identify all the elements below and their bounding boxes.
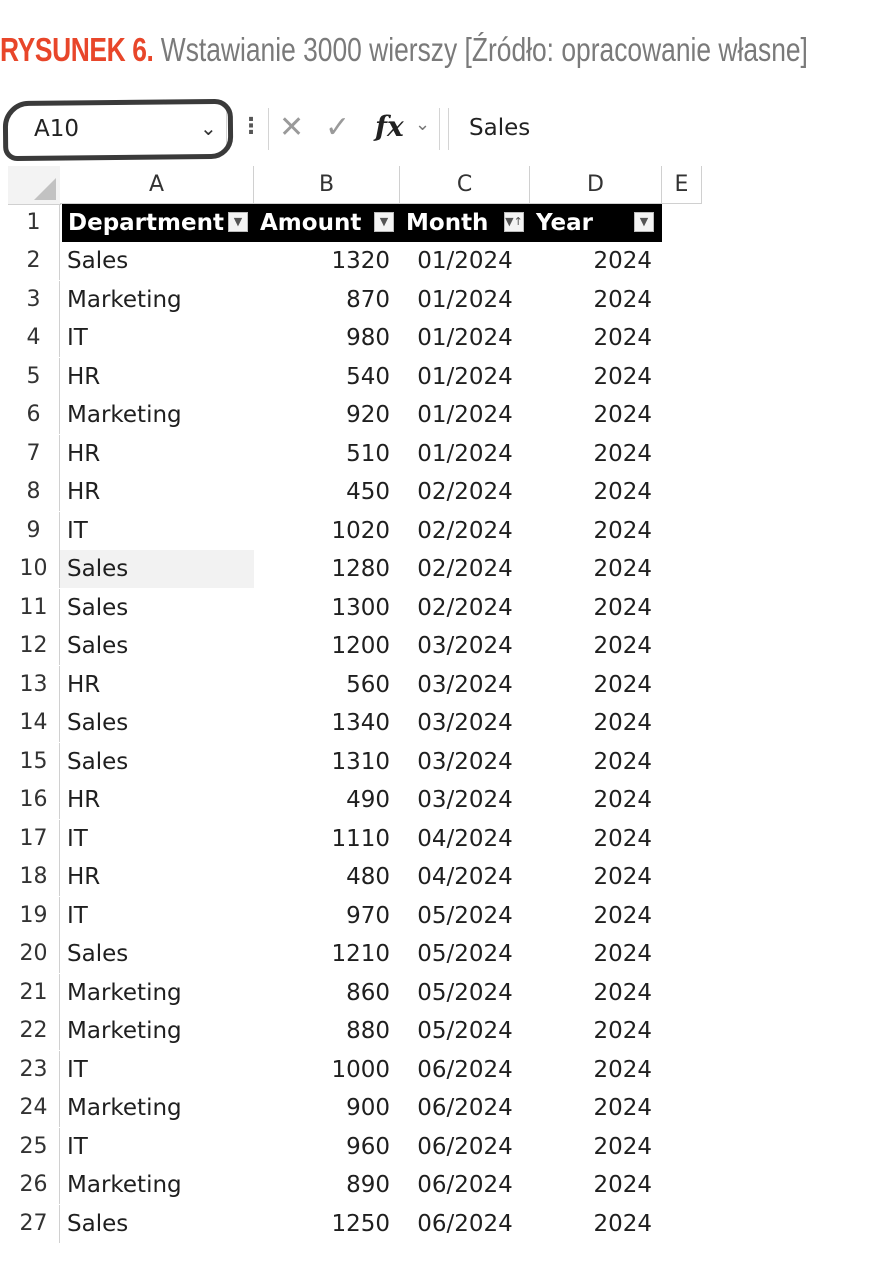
column-header-e[interactable]: E — [662, 166, 702, 204]
more-options-icon[interactable]: ⋮ — [240, 114, 262, 139]
cell-year[interactable]: 2024 — [593, 749, 652, 775]
row-header[interactable]: 25 — [8, 1128, 60, 1166]
cell-amount[interactable]: 1340 — [331, 710, 390, 736]
cell-amount[interactable]: 1020 — [331, 518, 390, 544]
filter-dropdown-icon[interactable]: ▼ — [634, 212, 654, 232]
cell-month[interactable]: 03/2024 — [417, 787, 513, 813]
row-header[interactable]: 18 — [8, 858, 60, 896]
cell-year[interactable]: 2024 — [593, 1057, 652, 1083]
cell-amount[interactable]: 1000 — [331, 1057, 390, 1083]
select-all-icon — [34, 178, 56, 200]
cell-year[interactable]: 2024 — [593, 672, 652, 698]
cell-department[interactable]: Sales — [67, 248, 129, 274]
cell-month[interactable]: 05/2024 — [417, 903, 513, 929]
cell-month[interactable]: 05/2024 — [417, 1018, 513, 1044]
cell-year[interactable]: 2024 — [593, 787, 652, 813]
select-all-button[interactable] — [8, 166, 61, 205]
cell-year[interactable]: 2024 — [593, 518, 652, 544]
cell-amount[interactable]: 540 — [346, 364, 390, 390]
row-header[interactable]: 26 — [8, 1166, 60, 1204]
cell-month[interactable]: 02/2024 — [417, 518, 513, 544]
row-header[interactable]: 5 — [8, 358, 60, 396]
cell-month[interactable]: 01/2024 — [417, 248, 513, 274]
header-label: Year — [536, 210, 594, 236]
column-header-a[interactable]: A — [60, 166, 254, 204]
cell-month[interactable]: 01/2024 — [417, 441, 513, 467]
row-header[interactable]: 3 — [8, 281, 60, 319]
cell-department[interactable]: Marketing — [67, 1095, 182, 1121]
cell-department[interactable]: Sales — [67, 710, 129, 736]
formula-input[interactable] — [448, 108, 693, 150]
cell-department[interactable]: Sales — [67, 633, 129, 659]
cell-department[interactable]: IT — [67, 826, 88, 852]
figure-tag: RYSUNEK 6. — [0, 31, 154, 68]
cell-year[interactable]: 2024 — [593, 325, 652, 351]
row-header[interactable]: 11 — [8, 589, 60, 627]
cell-department[interactable]: Sales — [67, 941, 129, 967]
cell-month[interactable]: 06/2024 — [417, 1134, 513, 1160]
row-header[interactable]: 9 — [8, 512, 60, 550]
cell-year[interactable]: 2024 — [593, 248, 652, 274]
row-header[interactable]: 2 — [8, 242, 60, 280]
cell-department[interactable]: HR — [67, 364, 101, 390]
cell-year[interactable]: 2024 — [593, 441, 652, 467]
cell-year[interactable]: 2024 — [593, 1095, 652, 1121]
cell-department[interactable]: Marketing — [67, 1018, 182, 1044]
cell-amount[interactable]: 970 — [346, 903, 390, 929]
column-header-c[interactable]: C — [400, 166, 530, 204]
row-header[interactable]: 13 — [8, 666, 60, 704]
cell-year[interactable]: 2024 — [593, 479, 652, 505]
row-header[interactable]: 22 — [8, 1012, 60, 1050]
cell-year[interactable]: 2024 — [593, 826, 652, 852]
cell-amount[interactable]: 450 — [346, 479, 390, 505]
cell-year[interactable]: 2024 — [593, 402, 652, 428]
cell-month[interactable]: 06/2024 — [417, 1211, 513, 1237]
row-header[interactable]: 15 — [8, 743, 60, 781]
cell-amount[interactable]: 980 — [346, 325, 390, 351]
cell-amount[interactable]: 960 — [346, 1134, 390, 1160]
cell-month[interactable]: 02/2024 — [417, 479, 513, 505]
figure-title: Wstawianie 3000 wierszy [Źródło: opracowanie własne] — [160, 31, 808, 68]
row-header[interactable]: 16 — [8, 781, 60, 819]
cell-month[interactable]: 03/2024 — [417, 710, 513, 736]
cell-month[interactable]: 01/2024 — [417, 287, 513, 313]
highlight-circle — [3, 99, 234, 161]
cell-month[interactable]: 04/2024 — [417, 826, 513, 852]
row-header[interactable]: 7 — [8, 435, 60, 473]
chevron-down-icon[interactable]: ⌄ — [415, 114, 431, 135]
cell-year[interactable]: 2024 — [593, 364, 652, 390]
row-header[interactable]: 10 — [8, 550, 60, 588]
cell-year[interactable]: 2024 — [593, 595, 652, 621]
cell-month[interactable]: 05/2024 — [417, 941, 513, 967]
cell-month[interactable]: 05/2024 — [417, 980, 513, 1006]
header-label: Month — [406, 210, 489, 236]
formula-value: Sales — [469, 115, 531, 141]
cell-year[interactable]: 2024 — [593, 1172, 652, 1198]
cell-department[interactable]: Marketing — [67, 402, 182, 428]
cell-department[interactable]: HR — [67, 672, 101, 698]
cell-year[interactable]: 2024 — [593, 941, 652, 967]
cell-year[interactable]: 2024 — [593, 864, 652, 890]
row-header[interactable]: 20 — [8, 935, 60, 973]
column-header-d[interactable]: D — [530, 166, 662, 204]
cell-month[interactable]: 04/2024 — [417, 864, 513, 890]
row-header[interactable]: 6 — [8, 396, 60, 434]
row-header[interactable]: 1 — [8, 204, 60, 242]
cell-department[interactable]: IT — [67, 903, 88, 929]
header-label: Amount — [260, 210, 362, 236]
cell-amount[interactable]: 900 — [346, 1095, 390, 1121]
row-header[interactable]: 23 — [8, 1051, 60, 1089]
cell-amount[interactable]: 920 — [346, 402, 390, 428]
cell-amount[interactable]: 1310 — [331, 749, 390, 775]
row-header[interactable]: 14 — [8, 704, 60, 742]
cell-amount[interactable]: 490 — [346, 787, 390, 813]
row-header[interactable]: 8 — [8, 473, 60, 511]
cell-month[interactable]: 01/2024 — [417, 402, 513, 428]
cancel-icon[interactable]: ✕ — [279, 110, 305, 145]
cell-year[interactable]: 2024 — [593, 710, 652, 736]
cell-department[interactable]: HR — [67, 479, 101, 505]
cell-year[interactable]: 2024 — [593, 1134, 652, 1160]
cell-month[interactable]: 03/2024 — [417, 672, 513, 698]
cell-department[interactable]: Marketing — [67, 287, 182, 313]
cell-year[interactable]: 2024 — [593, 556, 652, 582]
figure-caption — [0, 28, 808, 72]
cell-year[interactable]: 2024 — [593, 1211, 652, 1237]
cell-month[interactable]: 03/2024 — [417, 633, 513, 659]
chevron-down-icon[interactable]: ⌄ — [200, 116, 217, 140]
header-label: Department — [68, 210, 224, 236]
cell-year[interactable]: 2024 — [593, 287, 652, 313]
filter-dropdown-icon[interactable]: ▼ — [228, 212, 248, 232]
cell-department[interactable]: Marketing — [67, 1172, 182, 1198]
row-header[interactable]: 27 — [8, 1205, 60, 1243]
cell-month[interactable]: 01/2024 — [417, 325, 513, 351]
cell-amount[interactable]: 880 — [346, 1018, 390, 1044]
cell-amount[interactable]: 1300 — [331, 595, 390, 621]
formula-controls — [268, 108, 440, 150]
cell-amount[interactable]: 1320 — [331, 248, 390, 274]
cell-amount[interactable]: 560 — [346, 672, 390, 698]
cell-amount[interactable]: 510 — [346, 441, 390, 467]
row-header[interactable]: 24 — [8, 1089, 60, 1127]
table-header-year[interactable] — [530, 204, 662, 242]
cell-department[interactable]: HR — [67, 787, 101, 813]
row-header[interactable]: 21 — [8, 974, 60, 1012]
cell-amount[interactable]: 1200 — [331, 633, 390, 659]
cell-month[interactable]: 06/2024 — [417, 1095, 513, 1121]
table-header-amount[interactable] — [254, 204, 400, 242]
cell-year[interactable]: 2024 — [593, 633, 652, 659]
cell-amount[interactable]: 1250 — [331, 1211, 390, 1237]
cell-month[interactable]: 01/2024 — [417, 364, 513, 390]
row-header[interactable]: 19 — [8, 897, 60, 935]
cell-month[interactable]: 03/2024 — [417, 749, 513, 775]
insert-function-icon[interactable]: fx — [375, 110, 404, 143]
row-header[interactable]: 17 — [8, 820, 60, 858]
sort-ascending-filter-icon[interactable]: ▼↑ — [504, 212, 524, 232]
cell-month[interactable]: 02/2024 — [417, 595, 513, 621]
cell-amount[interactable]: 890 — [346, 1172, 390, 1198]
cell-year[interactable]: 2024 — [593, 1018, 652, 1044]
checkmark-icon[interactable]: ✓ — [325, 110, 351, 145]
filter-dropdown-icon[interactable]: ▼ — [374, 212, 394, 232]
cell-department[interactable]: Sales — [67, 1211, 129, 1237]
cell-amount[interactable]: 860 — [346, 980, 390, 1006]
cell-month[interactable]: 06/2024 — [417, 1057, 513, 1083]
cell-department[interactable]: IT — [67, 1057, 88, 1083]
cell-department[interactable]: IT — [67, 325, 88, 351]
cell-amount[interactable]: 1210 — [331, 941, 390, 967]
cell-year[interactable]: 2024 — [593, 980, 652, 1006]
cell-department[interactable]: Sales — [67, 749, 129, 775]
cell-year[interactable]: 2024 — [593, 903, 652, 929]
cell-department[interactable]: HR — [67, 864, 101, 890]
cell-department[interactable]: Sales — [60, 550, 254, 588]
cell-month[interactable]: 06/2024 — [417, 1172, 513, 1198]
cell-amount[interactable]: 480 — [346, 864, 390, 890]
cell-department[interactable]: IT — [67, 1134, 88, 1160]
table-header-month[interactable] — [400, 204, 530, 242]
cell-month[interactable]: 02/2024 — [417, 556, 513, 582]
cell-department[interactable]: Marketing — [67, 980, 182, 1006]
name-box-value: A10 — [34, 116, 80, 142]
cell-amount[interactable]: 1280 — [331, 556, 390, 582]
table-header-department[interactable] — [62, 204, 254, 242]
cell-amount[interactable]: 870 — [346, 287, 390, 313]
cell-department[interactable]: IT — [67, 518, 88, 544]
cell-department[interactable]: Sales — [67, 595, 129, 621]
cell-department[interactable]: HR — [67, 441, 101, 467]
row-header[interactable]: 4 — [8, 319, 60, 357]
formula-bar — [0, 98, 692, 160]
column-header-b[interactable]: B — [254, 166, 400, 204]
data-rows — [8, 242, 708, 1259]
row-header[interactable]: 12 — [8, 627, 60, 665]
cell-amount[interactable]: 1110 — [331, 826, 390, 852]
